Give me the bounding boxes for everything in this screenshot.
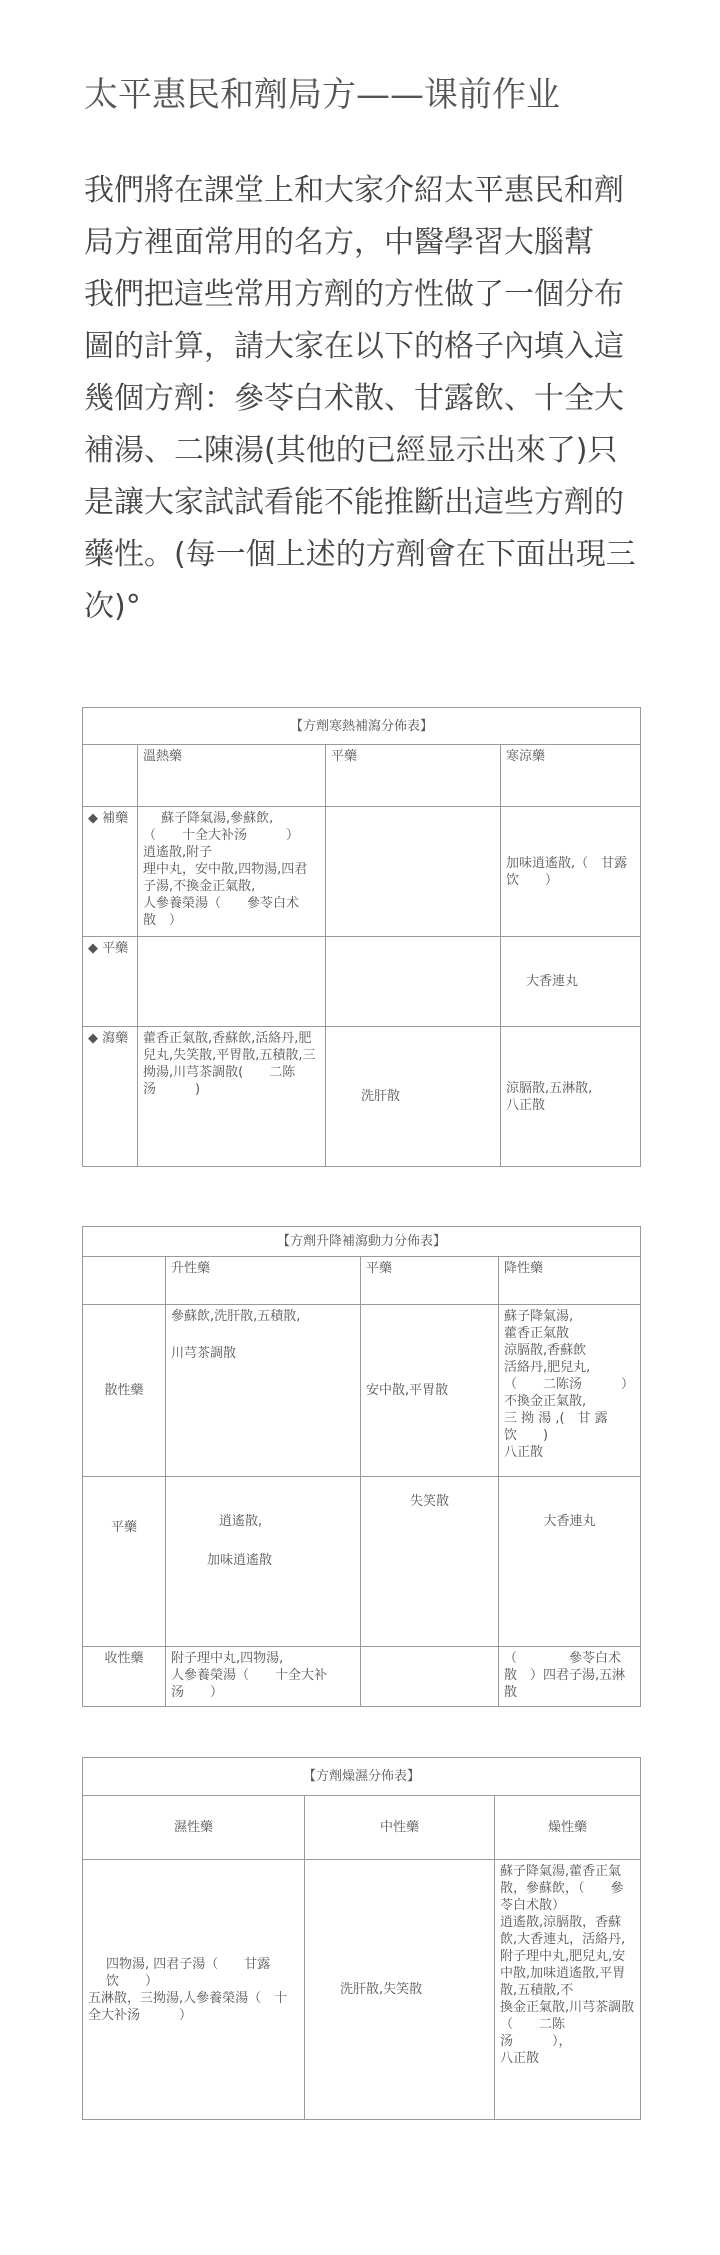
row-label: 平藥 [83,1477,166,1647]
cell-line: 大香連丸 [526,974,579,989]
row-label: 散性藥 [83,1305,166,1477]
table-header-cell: 燥性藥 [495,1796,641,1860]
table-cell [499,1477,641,1647]
cell-line: 四物湯, 四君子湯（ 甘露饮 ） [106,1956,271,1989]
rise-fall-table [82,1226,641,1707]
cell-line: 八正散 [500,2051,540,2066]
table-caption: 【方劑寒熱補瀉分佈表】 [83,708,641,745]
cell-line: 人參養榮湯（ 十全大补汤 ） [171,1668,328,1700]
cell-line: 活絡丹,肥兒丸, [504,1360,591,1375]
dry-wet-table [82,1757,641,2120]
cell-line: 蘇子降氣湯,參蘇飲, [161,811,274,826]
table-cell [499,1647,641,1707]
cold-heat-table [82,707,641,1167]
cell-line: 五淋散，三拗湯,人參養榮湯（ 十全大补汤 ） [88,1990,288,2023]
cell-line: 逍遙散,附子 [143,845,213,860]
row-label: 收性藥 [83,1647,166,1707]
cell-line: 八正散 [504,1445,544,1460]
cell-line: 參蘇飲,洗肝散,五積散, [171,1309,301,1324]
intro-paragraph-1: 我們將在課堂上和大家介紹太平惠民和劑局方裡面常用的名方，中醫學習大腦幫 [84,173,624,260]
table-cell [361,1477,499,1647]
table-header-cell: 寒涼藥 [501,745,641,807]
table-cell [326,937,501,1027]
table-header-cell: 中性藥 [305,1796,495,1860]
cell-line: （ 參苓白术散 ）四君子湯,五淋散 [504,1651,626,1700]
cell-line: 不換金正氣散, [504,1394,587,1409]
cell-line: 安中散,平胃散 [366,1383,449,1398]
cell-line: 藿香正氣散 [504,1326,570,1341]
table-row [83,1305,641,1477]
table-cell [326,807,501,937]
cell-line: 人參養榮湯（ 參苓白术散 ） [143,896,300,928]
table-header-cell: 平藥 [326,745,501,807]
page-title: 太平惠民和劑局方——课前作业 [84,75,560,115]
table-cell [138,937,326,1027]
cell-line: 洗肝散 [361,1089,401,1104]
table-cell [501,937,641,1027]
cell-line: 加味逍遙散 [207,1553,273,1568]
cell-line: 大香連丸 [543,1514,596,1529]
table-cell [361,1305,499,1477]
cell-line: 附子理中丸,四物湯, [171,1651,284,1666]
cell-line: 蘇子降氣湯,藿香正氣散，參蘇飲，（ 參苓白术散） [500,1864,624,1913]
intro-text [84,165,644,633]
cell-line: 加味逍遙散,（ 甘露饮 ） [506,855,628,888]
cell-line: 涼膈散,五淋散, [506,1080,593,1096]
cell-line: 失笑散 [409,1494,449,1509]
cell-line: 理中丸，安中散,四物湯,四君子湯,不換金正氣散, [143,862,308,894]
row-label: ◆ 瀉藥 [83,1027,138,1167]
table-row [83,1477,641,1647]
table-header-cell: 溫熱藥 [138,745,326,807]
cell-line: 逍遙散,涼膈散，香蘇飲,大香連丸，活絡丹,附子理中丸,肥兒丸,安中散,加味逍遙散,平胃散,五積散,不 [500,1915,626,1998]
table-row [83,1860,641,2120]
table-cell [361,1647,499,1707]
table-cell [499,1305,641,1477]
table-caption: 【方劑燥濕分佈表】 [83,1758,641,1796]
table-cell [166,1477,361,1647]
table-row [83,807,641,937]
table-cell [83,1860,305,2120]
table-header-cell: 升性藥 [166,1257,361,1305]
table-header-cell: 降性藥 [499,1257,641,1305]
table-header-cell: 平藥 [361,1257,499,1305]
cell-line: 逍遙散, [219,1514,263,1529]
cell-line: 八正散 [506,1097,546,1113]
table-cell [495,1860,641,2120]
table-cell [166,1305,361,1477]
table-header-cell: 濕性藥 [83,1796,305,1860]
cell-line: 涼膈散,香蘇飲 [504,1343,587,1358]
cell-line: 三 拗 湯 ,( 甘 露饮 ) [504,1411,608,1443]
cell-line: 洗肝散,失笑散 [340,1982,423,1997]
cell-line: 藿香正氣散,香蘇飲,活絡丹,肥兒丸,失笑散,平胃散,五積散,三拗湯,川芎茶調散( 二陈汤 ) [143,1031,316,1097]
cell-line: 川芎茶調散 [171,1346,237,1361]
table-cell [138,807,326,937]
table-row [83,1027,641,1167]
cell-line: 蘇子降氣湯, [504,1309,574,1324]
table-row [83,1647,641,1707]
table-cell [166,1647,361,1707]
cell-line: （ 二陈汤 ） [504,1377,635,1392]
table-header-cell [83,1257,166,1305]
table-cell [138,1027,326,1167]
table-header-cell [83,745,138,807]
cell-line: （ 十全大补汤 ） [143,828,300,843]
table-row [83,937,641,1027]
table-cell [501,807,641,937]
row-label: ◆ 平藥 [83,937,138,1027]
row-label: ◆ 補藥 [83,807,138,937]
table-cell [501,1027,641,1167]
table-cell [326,1027,501,1167]
table-cell [305,1860,495,2120]
cell-line: 換金正氣散,川芎茶調散（ 二陈汤 ）， [500,2000,635,2049]
intro-paragraph-2: 我們把這些常用方劑的方性做了一個分布圖的計算，請大家在以下的格子內填入這幾個方劑：參苓白术散、甘露飲、十全大補湯、二陳湯(其他的已經显示出來了)只是讓大家試試看能不能推斷出這些方劑的藥性。(每一個上述的方劑會在下面出現三次)° [84,277,636,624]
table-caption: 【方劑升降補瀉動力分佈表】 [83,1227,641,1257]
